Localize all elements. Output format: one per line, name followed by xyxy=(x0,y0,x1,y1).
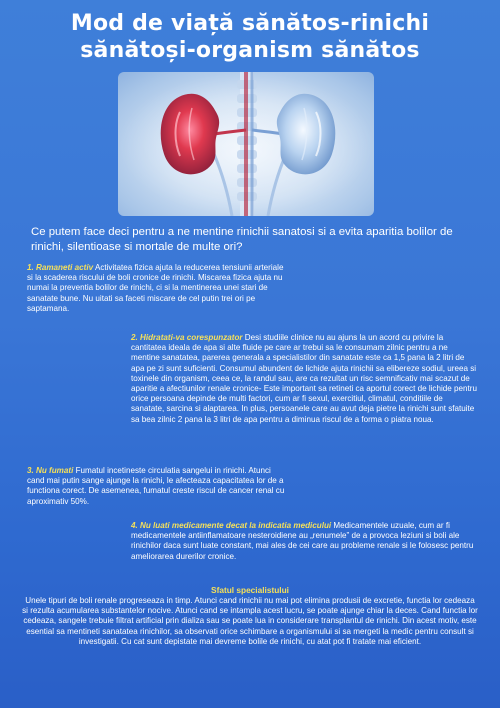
tip-1-text: Activitatea fizica ajuta la reducerea tensiunii arteriale si la scaderea riscului de boli cronice de rinichi. Miscarea fizica ajuta nu numai la preventia bolilor de rinichi, ci si la mentinerea unei stari de sanatate bune. Nu uitati sa faceti miscare de cel putin trei ori pe saptamana. xyxy=(27,263,284,313)
kidney-illustration xyxy=(118,72,374,216)
tip-4-heading: 4. Nu luati medicamente decat la indicatia medicului xyxy=(131,521,332,530)
tip-2 xyxy=(131,333,477,425)
tip-3 xyxy=(27,466,289,507)
tip-2-heading: 2. Hidratati-va corespunzator xyxy=(131,333,243,342)
intro-question: Ce putem face deci pentru a ne mentine rinichii sanatosi si a evita aparitia bolilor de rinichi, silentioase si mortale de multe ori? xyxy=(31,226,453,253)
tip-3-heading: 3. Nu fumati xyxy=(27,466,74,475)
title-line-2: sănătoși-organism sănătos xyxy=(80,38,420,63)
specialist-advice-title: Sfatul specialistului xyxy=(211,585,289,595)
specialist-advice-text: Unele tipuri de boli renale progreseaza in timp. Atunci cand rinichii nu mai pot elimina produsii de excretie, functia lor cedeaza si rezulta acumularea substantelor nocive. Atunci cand se intampla acest lucru, se poate ajunge chiar la deces. Cand functia lor cedeaza, sangele trebuie filtrat artificial prin dializa sau se poate lua in considerare transplantul de rinichi. Din acest motiv, este esential sa mentineti sanatatea rinichilor, sa observati orice schimbare a organismului si sa mergeti la medic pentru consult si investigatii. Cu cat sunt depistate mai devreme bolile de rinichi, cu atat pot fi tratate mai eficient. xyxy=(22,596,478,646)
tip-4-text: Medicamentele uzuale, cum ar fi medicamentele antiinflamatoare nesteroidiene au „renumele” de a provoca leziuni si boli ale rinichilor daca sunt luate constant, mai ales de cei care au probleme renale si le folosesc pentru ameliorarea durerilor cronice. xyxy=(131,521,474,561)
tip-1 xyxy=(27,263,287,314)
page-title xyxy=(0,10,500,64)
tip-4 xyxy=(131,521,477,562)
tip-2-text: Desi studiile clinice nu au ajuns la un acord cu privire la cantitatea ideala de apa si alte fluide pe care ar trebui sa le consumam zilnic pentru a ne mentine sanatatea, parerea generala a specialistilor din sanatate este ca 1,5 pana la 2 litri de apa pe zi sunt suficienti. Consumul abundent de lichide ajuta rinichii sa elibereze sodiul, ureea si toxinele din organism, ceea ce, la randul sau, are ca rezultat un risc semnificativ mai scazut de aparitie a afectiunilor renale cronice- Este important sa retineti ca aportul corect de lichide pentru orice persoana depinde de multi factori, cum ar fi sexul, exercitiul, climatul, conditiile de sanatate, sarcina si alaptarea. In plus, persoanele care au avut deja pietre la rinichi sunt sfatuite sa bea zilnic 2 pana la 3 litri de apa pentru a diminua riscul de a forma o piatra noua. xyxy=(131,333,477,424)
tip-1-heading: 1. Ramaneti activ xyxy=(27,263,94,272)
title-line-1: Mod de viață sănătos-rinichi xyxy=(70,11,430,36)
tip-3-text: Fumatul incetineste circulatia sangelui in rinichi. Atunci cand mai putin sange ajunge la rinichi, le afecteaza capacitatea lor de a functiona corect. De asemenea, fumatul creste riscul de cancer renal cu aproximativ 50%. xyxy=(27,466,285,506)
